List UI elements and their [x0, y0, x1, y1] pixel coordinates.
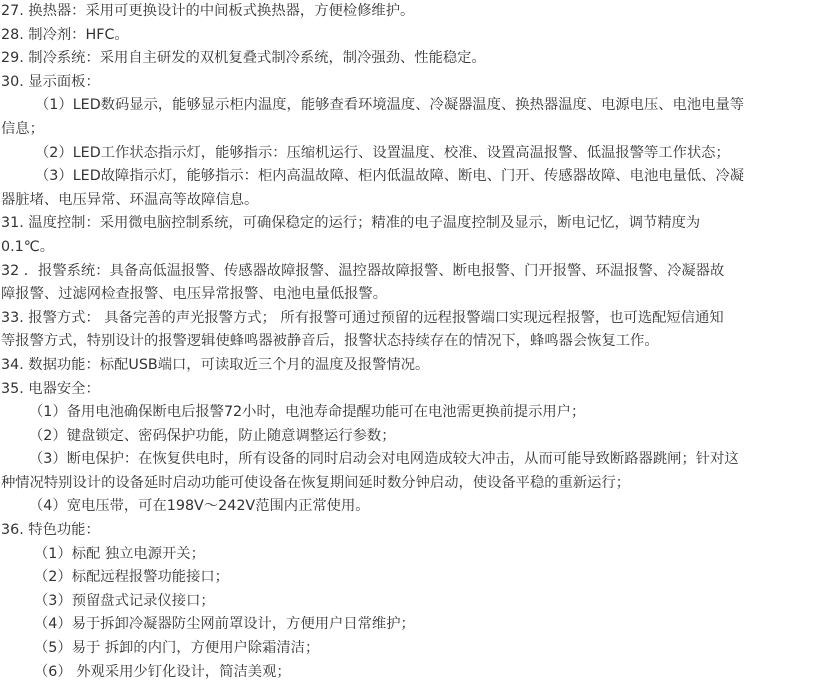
item-31-temperature-control-line-2: 0.1℃。 [1, 238, 55, 255]
item-33-alarm-mode-line-2: 等报警方式，特别设计的报警逻辑使蜂鸣器被静音后，报警状态持续存在的情况下，蜂鸣器会恢复工作。 [1, 333, 659, 350]
item-30-sub-1-line-1: （1）LED数码显示，能够显示柜内温度，能够查看环境温度、冷凝器温度、换热器温度、电源电压、电池电量等 [35, 97, 745, 114]
item-28-refrigerant: 28. 制冷剂：HFC。 [1, 26, 129, 43]
item-30-sub-3-line-1: （3）LED故障指示灯，能够指示：柜内高温故障、柜内低温故障、断电、门开、传感器故障、电池电量低、冷凝 [35, 168, 745, 185]
item-33-alarm-mode-line-1: 33. 报警方式： 具备完善的声光报警方式； 所有报警可通过预留的远程报警端口实现远程报警，也可选配短信通知 [1, 309, 724, 326]
spec-document [1, 0, 820, 684]
item-30-sub-1-line-2: 信息； [1, 120, 44, 137]
item-36-sub-5: （5）易于 拆卸的内门，方便用户除霜清洁； [34, 640, 320, 657]
item-35-sub-3-line-1: （3）断电保护：在恢复供电时，所有设备的同时启动会对电网造成较大冲击，从而可能导致断路器跳闸；针对这 [29, 451, 739, 468]
item-35-electrical-safety-heading: 35. 电器安全： [1, 380, 100, 397]
item-31-temperature-control-line-1: 31. 温度控制：采用微电脑控制系统，可确保稳定的运行；精准的电子温度控制及显示，断电记忆，调节精度为 [1, 215, 701, 232]
item-27-heat-exchanger: 27. 换热器：采用可更换设计的中间板式换热器，方便检修维护。 [1, 3, 415, 19]
item-36-sub-1: （1）标配 独立电源开关； [34, 545, 205, 562]
item-30-sub-3-line-2: 器脏堵、电压异常、环温高等故障信息。 [1, 191, 259, 208]
item-32-alarm-system-line-2: 障报警、过滤网检查报警、电压异常报警、电池电量低报警。 [1, 286, 388, 303]
item-32-alarm-system-line-1: 32 ．报警系统：具备高低温报警、传感器故障报警、温控器故障报警、断电报警、门开报警、环温报警、冷凝器故 [1, 262, 725, 279]
item-30-display-panel-heading: 30. 显示面板： [1, 73, 100, 90]
item-34-data-function: 34. 数据功能：标配USB端口，可读取近三个月的温度及报警情况。 [1, 356, 430, 373]
item-36-sub-6: （6） 外观采用少钉化设计，简洁美观； [34, 663, 291, 680]
item-36-sub-4: （4）易于拆卸冷凝器防尘网前罩设计，方便用户日常维护； [34, 616, 415, 633]
item-35-sub-4: （4）宽电压带，可在198V～242V范围内正常使用。 [29, 498, 370, 515]
item-36-sub-2: （2）标配远程报警功能接口； [34, 569, 229, 586]
item-30-sub-2: （2）LED工作状态指示灯，能够指示：压缩机运行、设置温度、校准、设置高温报警、低温报警等工作状态； [35, 144, 730, 161]
item-36-features-heading: 36. 特色功能： [1, 522, 100, 539]
item-35-sub-2: （2）键盘锁定、密码保护功能，防止随意调整运行参数； [29, 427, 396, 444]
item-29-refrigeration-system: 29. 制冷系统：采用自主研发的双机复叠式制冷系统，制冷强劲、性能稳定。 [1, 50, 486, 67]
item-36-sub-3: （3）预留盘式记录仪接口； [34, 592, 215, 609]
item-35-sub-3-line-2: 种情况特别设计的设备延时启动功能可使设备在恢复期间延时数分钟启动，使设备平稳的重新运行； [1, 474, 631, 491]
item-35-sub-1: （1）备用电池确保断电后报警72小时，电池寿命提醒功能可在电池需更换前提示用户； [29, 404, 586, 421]
